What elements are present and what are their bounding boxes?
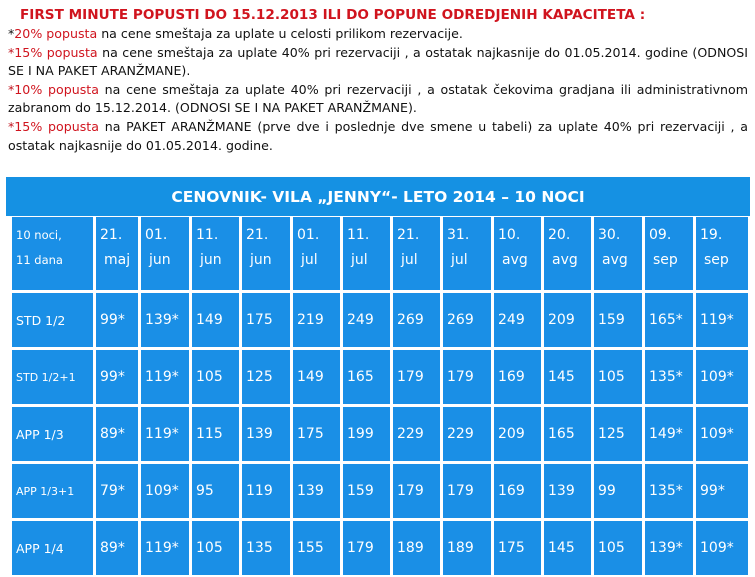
column-header-month: jul [401, 252, 418, 268]
price-cell: 79* [95, 463, 140, 520]
column-header-day: 21. [100, 227, 123, 243]
table-row [11, 406, 750, 463]
column-header-month: jul [351, 252, 368, 268]
discount-line-3: *10% popusta na cene smeštaja za uplate 40% pri rezervaciji , a ostatak čekovima gradjana ili administrativnom zabranom do 15.12.2014. (ODNOSI SE I NA PAKET ARANŽMANE). [8, 81, 748, 116]
discount-line-4: *15% popusta na PAKET ARANŽMANE (prve dve i poslednje dve smene u tabeli) za uplate 40% pri rezervaciji , a ostatak najkasnije do 01.05.2014. godine. [8, 118, 748, 153]
price-cell: 169 [493, 349, 543, 406]
price-cell: 209 [543, 292, 593, 349]
duration-label: 10 noci, [16, 228, 62, 242]
column-header-month: avg [552, 252, 578, 268]
column-header-day: 21. [246, 227, 269, 243]
discount-highlight: 15% popusta [14, 44, 98, 60]
price-cell: 119* [140, 406, 191, 463]
price-cell: 99 [593, 463, 644, 520]
price-cell: 139 [543, 463, 593, 520]
room-type-label: APP 1/3+1 [11, 463, 95, 520]
price-cell: 179 [392, 349, 442, 406]
price-cell: 139* [140, 292, 191, 349]
discount-info [8, 6, 748, 155]
discount-title: FIRST MINUTE POPUSTI DO 15.12.2013 ILI DO POPUNE ODREDJENIH KAPACITETA : [20, 7, 646, 23]
table-row [11, 463, 750, 520]
price-cell: 249 [493, 292, 543, 349]
price-cell: 99* [95, 349, 140, 406]
price-cell: 149 [292, 349, 342, 406]
column-header-month: jun [200, 252, 222, 268]
price-cell: 89* [95, 520, 140, 577]
table-row [11, 292, 750, 349]
price-cell: 135* [644, 463, 695, 520]
price-cell: 99* [95, 292, 140, 349]
price-table [11, 216, 750, 577]
price-cell: 145 [543, 349, 593, 406]
duration-label: 11 dana [16, 253, 63, 267]
column-header-date [95, 216, 140, 292]
price-cell: 139* [644, 520, 695, 577]
price-cell: 179 [342, 520, 392, 577]
price-cell: 119 [241, 463, 292, 520]
column-header-day: 10. [498, 227, 521, 243]
price-cell: 109* [140, 463, 191, 520]
price-cell: 159 [593, 292, 644, 349]
column-header-date [140, 216, 191, 292]
price-cell: 149* [644, 406, 695, 463]
column-header-date [543, 216, 593, 292]
price-cell: 269 [442, 292, 493, 349]
price-cell: 135* [644, 349, 695, 406]
price-cell: 89* [95, 406, 140, 463]
column-header-month: avg [502, 252, 528, 268]
price-cell: 149 [191, 292, 241, 349]
column-header-day: 19. [700, 227, 723, 243]
price-cell: 229 [442, 406, 493, 463]
price-cell: 169 [493, 463, 543, 520]
header-corner-cell [11, 216, 95, 292]
price-cell: 115 [191, 406, 241, 463]
price-cell: 109* [695, 406, 750, 463]
price-cell: 189 [392, 520, 442, 577]
column-header-month: maj [104, 252, 131, 268]
column-header-date [593, 216, 644, 292]
price-cell: 105 [191, 520, 241, 577]
price-cell: 189 [442, 520, 493, 577]
price-cell: 175 [493, 520, 543, 577]
column-header-month: sep [704, 252, 729, 268]
price-cell: 105 [593, 349, 644, 406]
price-cell: 179 [392, 463, 442, 520]
price-cell: 179 [442, 349, 493, 406]
column-header-date [292, 216, 342, 292]
column-header-day: 31. [447, 227, 470, 243]
price-cell: 175 [292, 406, 342, 463]
column-header-day: 30. [598, 227, 621, 243]
column-header-day: 09. [649, 227, 672, 243]
header-row [11, 216, 750, 292]
price-cell: 269 [392, 292, 442, 349]
price-cell: 119* [695, 292, 750, 349]
room-type-label: APP 1/3 [11, 406, 95, 463]
room-type-label: STD 1/2 [11, 292, 95, 349]
price-cell: 139 [241, 406, 292, 463]
column-header-month: avg [602, 252, 628, 268]
price-cell: 209 [493, 406, 543, 463]
price-cell: 249 [342, 292, 392, 349]
discount-highlight: 10% popusta [14, 81, 99, 97]
column-header-date [442, 216, 493, 292]
column-header-month: jun [250, 252, 272, 268]
discount-line-1: *20% popusta na cene smeštaja za uplate u celosti prilikom rezervacije. [8, 26, 463, 41]
discount-highlight: 20% popusta [14, 26, 98, 41]
column-header-day: 01. [145, 227, 168, 243]
price-cell: 105 [593, 520, 644, 577]
price-cell: 175 [241, 292, 292, 349]
price-cell: 95 [191, 463, 241, 520]
column-header-month: jul [451, 252, 468, 268]
price-list [6, 177, 750, 556]
price-cell: 125 [241, 349, 292, 406]
column-header-date [342, 216, 392, 292]
price-cell: 159 [342, 463, 392, 520]
price-cell: 229 [392, 406, 442, 463]
column-header-day: 01. [297, 227, 320, 243]
column-header-day: 21. [397, 227, 420, 243]
table-row [11, 349, 750, 406]
column-header-month: sep [653, 252, 678, 268]
price-cell: 145 [543, 520, 593, 577]
price-list-caption: CENOVNIK- VILA „JENNY“- LETO 2014 – 10 NOCI [6, 177, 750, 216]
price-cell: 99* [695, 463, 750, 520]
price-cell: 139 [292, 463, 342, 520]
column-header-day: 20. [548, 227, 571, 243]
column-header-date [191, 216, 241, 292]
price-cell: 119* [140, 349, 191, 406]
discount-line-2: *15% popusta na cene smeštaja za uplate 40% pri rezervaciji , a ostatak najkasnije do 01.05.2014. godine (ODNOSI SE I NA PAKET ARANŽMANE). [8, 44, 748, 79]
column-header-month: jun [149, 252, 171, 268]
column-header-date [644, 216, 695, 292]
price-cell: 155 [292, 520, 342, 577]
price-cell: 135 [241, 520, 292, 577]
column-header-day: 11. [196, 227, 219, 243]
price-cell: 119* [140, 520, 191, 577]
price-cell: 165* [644, 292, 695, 349]
price-cell: 125 [593, 406, 644, 463]
column-header-date [392, 216, 442, 292]
price-cell: 199 [342, 406, 392, 463]
discount-highlight: 15% popusta [14, 118, 99, 134]
price-cell: 219 [292, 292, 342, 349]
price-cell: 179 [442, 463, 493, 520]
column-header-month: jul [301, 252, 318, 268]
room-type-label: APP 1/4 [11, 520, 95, 577]
price-cell: 105 [191, 349, 241, 406]
price-cell: 109* [695, 520, 750, 577]
room-type-label: STD 1/2+1 [11, 349, 95, 406]
column-header-date [695, 216, 750, 292]
column-header-day: 11. [347, 227, 370, 243]
price-cell: 165 [342, 349, 392, 406]
price-table-body [11, 216, 750, 577]
price-cell: 109* [695, 349, 750, 406]
price-cell: 165 [543, 406, 593, 463]
column-header-date [241, 216, 292, 292]
column-header-date [493, 216, 543, 292]
